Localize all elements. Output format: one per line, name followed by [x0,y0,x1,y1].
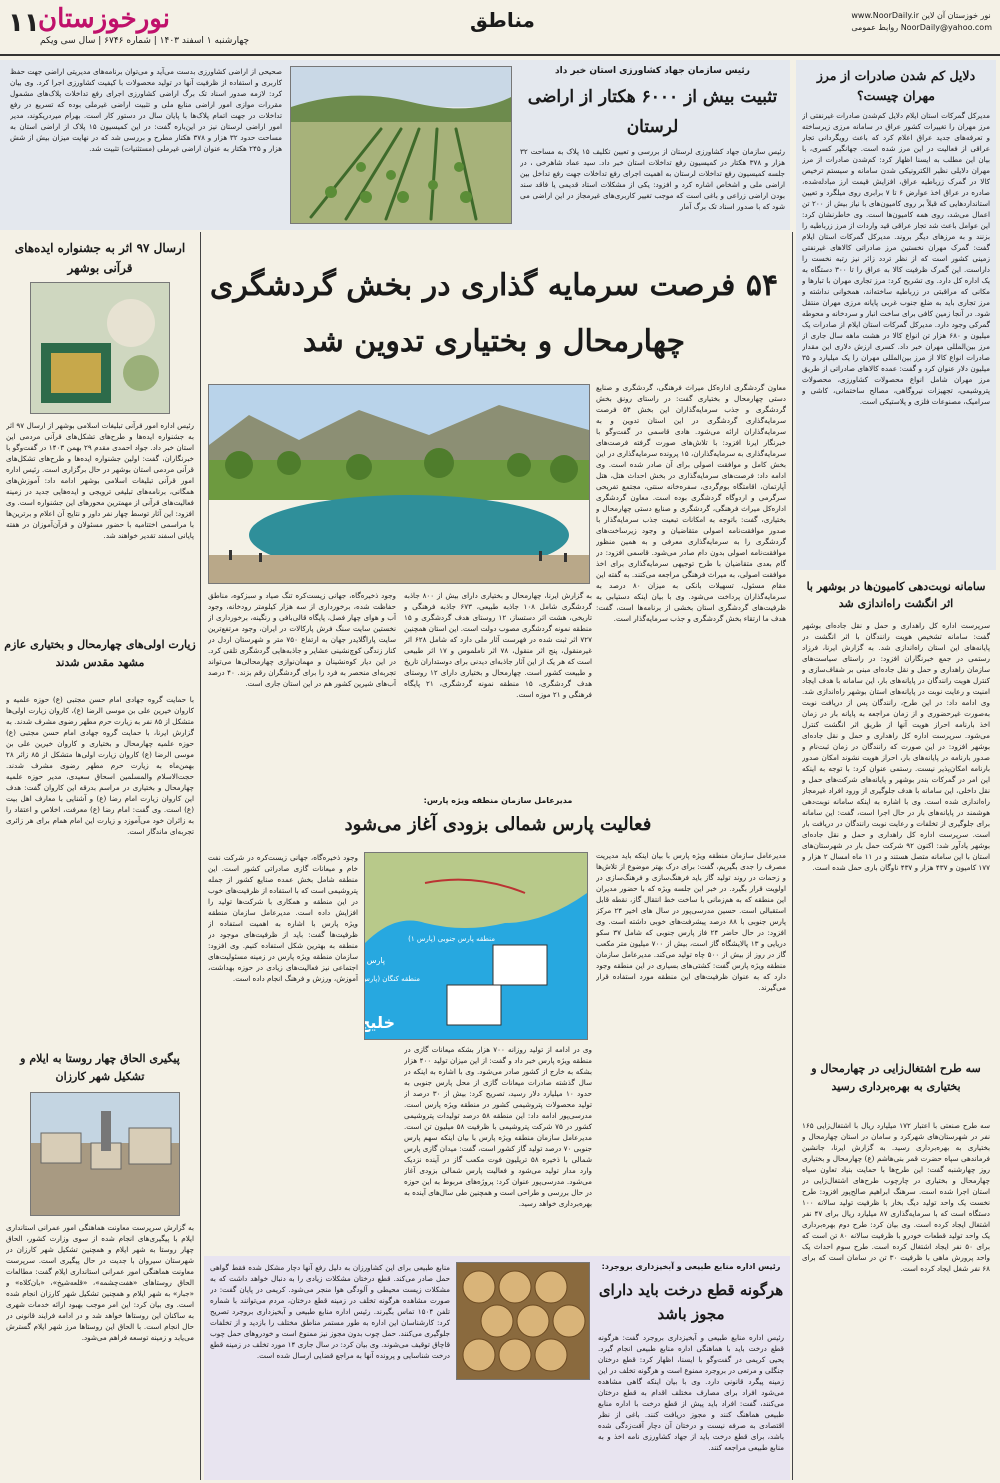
dateline: چهارشنبه ۱ اسفند ۱۴۰۳ | شماره ۶۷۴۶ | سال سی ویکم [40,36,250,46]
pars-story-kicker: مدیرعامل سازمان منطقه ویژه پارس: [423,796,573,805]
pars-story-body-right: مدیرعامل سازمان منطقه ویژه پارس با بیان اینکه باید مدیریت مصرف را جدی بگیریم، گفت: برای درک بهتر موضوع از تلاش‌ها و زحمات در روند تولید گاز باید فرهنگ‌سازی و فرهنگ‌سازی در اولویت قرار بگیرد. در خبر این جلسه ویژه که با حضور مدیران این منطقه که به هم‌زمانی با ساخت خط انتقال گاز، نقطه قابل استقبالی است. حسین مدرسی‌پور در سال های اخیر ۲۴ مرکز پارس جنوبی با ۸۸ درصد پیشرفت‌های خوبی داشته است. وی افزود: در حال حاضر ۲۴ فاز پارس جنوبی که شامل ۳۷ سکو دریایی و ۱۳ پالایشگاه گاز است، بیش از ۷۰۰ میلیون متر مکعب گاز در روز از بیش از ۵۰۰ چاه تولید می‌کند. مدیرعامل سازمان منطقه ویژه پارس گفت: کشتی‌های بسیاری در این منطقه وجود دارد که به عنوان ظرفیت‌های این منطقه مورد استفاده قرار می‌گیرند. [596,851,786,992]
main-story-body-center: به گزارش ایرنا، چهارمحال و بختیاری دارای بیش از ۸۰۰ جاذبه گردشگری شامل ۱۰۸ جاذبه طبیعی، ۶۷۳ جاذبه فرهنگی و تاریخی، هشت اثر دستساز، ۱۲ روستای هدف گردشگری و ۱۵ منطقه نمونه گردشگری مصوب دولت است. این استان همچنین ۷۲۷ اثر ثبت شده در فهرست آثار ملی دارد که شامل ۶۲۸ اثر غیرمنقول، پنج اثر منقول، ۷۸ اثر ناملموس و ۱۷ اثر طبیعی است که هر یک از این آثار جاذبه‌ای دیدنی برای دوستداران تاریخ و طبیعت کشور است. چهارمحال و بختیاری دارای ۱۲ روستای هدف گردشگری، ۱۵ منطقه نمونه گردشگری، ۲۱ پایگاه فرهنگی و ۲۱ موزه است. [404,591,592,699]
orchard-photo [290,66,512,224]
village-photo [30,1092,180,1216]
tree-story-body-left: منابع طبیعی برای این کشاورزان به دلیل رفع آنها دچار مشکل شده فقط گواهی حمل صادر می‌کند. قطع درختان مشکلات زیادی را به دنبال خواهد داشت که به مشکلات زیست محیطی و آلودگی هوا منجر می‌شود. کریمی در پایان گفت: در صورت مشاهده هرگونه تخلف در زمینه قطع درختان، مردم می‌توانند با شماره تلفن ۱۵۰۴ تماس بگیرند. رئیس اداره منابع طبیعی و آبخیزداری بروجرد تصریح کرد: کارشناسان این اداره به طور مستمر مناطق مختلف را بازدید و از تخلفات جلوگیری می‌کنند. حمل چوب بدون مجوز نیز ممنوع است و خودروهای حمل چوب قاچاق توقیف می‌شوند. وی بیان کرد: در سال جاری ۱۴ مورد تخلف در زمینه قطع درخت شناسایی و پرونده آنها به مراجع قضایی ارسال شده است. [210,1263,450,1360]
masthead-logo: نورخوزستان [38,4,170,34]
quran-story-headline: ارسال ۹۷ اثر به جشنواره ایده‌های قرآنی بوشهر [14,241,186,275]
pilgrims-story-headline: زیارت اولی‌های چهارمحال و بختیاری عازم مشهد مقدس شدند [4,638,196,669]
page-number: ۱۱ [8,8,40,38]
map-label-gulf: خلی [370,1013,395,1032]
site-url[interactable]: www.NoorDaily.ir نور خوزستان آن لاین [851,11,991,20]
tree-story-kicker: رئیس اداره منابع طبیعی و آبخیزداری بروجرد: [601,1262,781,1271]
logs-photo [456,1262,590,1380]
main-story-body-right: معاون گردشگری اداره‌کل میراث فرهنگی، گردشگری و صنایع دستی چهارمحال و بختیاری گفت: در راستای رونق بخش گردشگری و جذب سرمایه‌گذاران این بخش ۵۴ فرصت سرمایه‌گذاری گردشگری در این استان تدوین و به سرمایه‌گذاران ارائه می‌شود. هادی قاسمی در گفت‌وگو با خبرنگار ایرنا افزود: با تلاش‌های صورت گرفته فرصت‌های سرمایه‌گذاری به سرمایه‌گذاران، ۱۵ پرونده سرمایه‌گذاری در این بخش کامل و موافقت اصولی برای آن صادر شده است. وی ادامه داد: فرصت‌های سرمایه‌گذاری در بخش احداث هتل، هتل آپارتمان، اقامتگاه بوم‌گردی، سفره‌خانه سنتی، مجتمع تفریحی سرگرمی و اردوگاه گردشگری بوده است. معاون گردشگری اداره‌کل میراث فرهنگی، گردشگری و صنایع دستی چهارمحال و بختیاری، گفت: باتوجه به امکانات تبعیت جذب سرمایه‌گذار با صدور موافقت‌نامه اصولی متقاضیان و وجود زیرساخت‌های گردشگری را به سرمایه‌گذاری معرفی و به همین منظور موافقت‌نامه اصولی بدون دام صادر می‌شود. قاسمی افزود: در گام بعدی متقاضیان با طرح توجیهی سرمایه‌گذاری برای اخذ موافقت اصولی، به میراث فرهنگی مراجعه می‌کنند. به گفته این مقام مسئول، تسهیلات بانکی به میزان ۸۰ درصد به سرمایه‌گذاران پرداخت می‌شود. وی با بیان اینکه دستیابی به ظرفیت‌های گردشگری استان بخشی از برنامه‌ها است، گفت: هدف ما ارتقاء بخش گردشگری و جذب سرمایه‌گذار است. [596,383,786,623]
top-story-body-right: رئیس سازمان جهاد کشاورزی لرستان از بررسی و تعیین تکلیف ۱۵ پلاک به مساحت ۳۲ هزار و ۳۷۸ هکتار در کمیسیون رفع تداخلات استان خبر داد. سید عماد شاهرخی ، در جلسه کمیسیون رفع تداخلات لرستان به اهمیت اجرای رفع تداخلات جهت رفع تداخل بین اراضی ملی و اشخاص اشاره کرد و افزود: یکی از مشکلات استاد قدیمی یا فاقد سند بودن اراضی زراعی و باغی است که موجب تغییر کاربری‌های غیرمجاز در این اراضی می شود که با صدور اسناد تک برگ آمار [520,147,785,211]
border-story-body: مدیرکل گمرکات استان ایلام دلایل کم‌شدن صادرات غیرنفتی از مرز مهران را تغییرات کشور عراق در سامانه مرزی زیرساخته و تعرفه‌های جدید عراق اعلام کرد که باعث رویگردانی تجار عراقی از فعالیت در این مرز شده است. جهانگیر کسری، با بیان این مطلب به ایسنا اظهار کرد: کم‌شدن صادرات از مرز مهران دلایلی نظیر الکترونیکی شدن سامانه و سیستم ترخیص کالا در گمرک زرباطیه عراق، افزایش قیمت ارز مبادله‌شده، صادره در عراق اخذ عوارض ۶ تا ۷ برابری روی میلگرد و تعیین استانداردهایی که قبلاً بر روی کامیون‌های با نیاز بیش از ۲۰۰ تن اعمال می‌شد، روی همه کامیون‌ها است. وی خاطرنشان کرد: این عوامل باعث شد تجار عراقی قید واردات از مرز زرباطیه را بزنند و به مرزهای دیگر بروند. مدیرکل گمرکات استان ایلام گفت: گمرک مهران نخستین مرز صادراتی کالاهای غیرنفتی زمینی کشور است که از نظر تردد زائر نیز رتبه نخست را داراست. این گمرک ظرفیت کالا به عراق را تا ۳۰۰ دستگاه به یک اداره کل دارد. وی تشریح کرد: مرز تجاری مهران با تبارها و مکانی که مراقبتی در زرباطیه ساخته‌اند، همخوانی نداشته و مرز تجاری باید به ضلع جنوب غربی پایانه مرزی مهران منتقل شود. در آنجا زمین کافی برای ساخت انبار و سردخانه و محوطه گمرکی وجود دارد. مدیرکل گمرکات استان ایلام از صادرات یک میلیون و ۶۸۰ هزار تن انواع کالا در هشت ماهه سال جاری از مرز بین‌المللی مهران خبر داد. کسری ارزش دلاری این مقدار صادرات انواع کالا از مرز بین‌المللی مهران را یک میلیارد و ۳۵ میلیون دلار عنوان کرد و گفت: عمده کالاهای صادراتی از طریق مرز مهران شامل انواع محصولات کشاورزی، محصولات پتروشیمی، تجهیزات نیروگاهی، مصالح ساختمانی، کاشی و سرامیک، مصنوعات فلزی و پلاستیکی است. [802,111,990,406]
main-headline-line1: ۵۴ فرصت سرمایه‌ گذاری در بخش گردشگری [209,268,779,303]
top-story-headline: تثبیت بیش از ۶۰۰۰ هکتار از اراضی لرستان [527,87,778,137]
pars-map [364,852,588,1040]
site-info [851,10,992,34]
quran-photo [30,282,170,414]
map-label-north-pars: پارس [366,956,385,965]
site-email[interactable]: روابط عمومی NoorDaily@yahoo.com [851,23,992,32]
pars-story-headline: فعالیت پارس شمالی بزودی آغاز می‌شود [344,814,652,835]
jobs-story-body: سه طرح صنعتی با اعتبار ۱۷۲ میلیارد ریال با اشتغال‌زایی ۱۶۵ نفر در شهرستان‌های شهرکرد و سامان در استان چهارمحال و بختیاری به بهره‌برداری رسید. به گزارش ایرنا، جانشین فرماندهی سپاه حضرت قمر بنی‌هاشم (ع) چهارمحال و بختیاری روز چهارشنبه گفت: این طرح‌ها با حمایت بنیاد تعاون سپاه چهارمحال و بختیاری در چارچوب طرح‌های اشتغال‌زایی در استان اجرا شده است. سرهنگ ابراهیم صالح‌پور افزود: طرح نخست یک واحد تولید دیگ بخار با ظرفیت تولید سالانه ۱۰۰ دستگاه است که با سرمایه‌گذاری ۸۷ میلیارد ریال برای ۴۷ نفر اشتغال ایجاد کرده است. وی بیان کرد: طرح دوم بهره‌برداری یک واحد تولید قطعات خودرو با ظرفیت سالانه ۸۰ تن است که برای ۵۰ نفر ایجاد اشتغال کرده است. طرح سوم احداث یک واحد پرورش ماهی با ظرفیت ۳۰ تن در سامان است که برای ۶۸ نفر شغل ایجاد کرده است. [802,1121,990,1273]
top-story-body-left: صحیحی از اراضی کشاورزی بدست می‌آید و می‌توان برنامه‌های مدیریتی اراضی جهت حفظ کاربری و استفاده از ظرفیت آنها در تولید محصولات با کیفیت کشاورزی اجرا کرد. وی بیان کرد: لازمه صدور اسناد تک برگ اراضی کشاورزی اجرای رفع تداخلات پلاک‌های مشمول مقررات موازی امور اراضی منابع ملی و تثبیت اراضی غیرملی بوده که تسریع در رفع تداخلات در جهت اتمام پلاک‌ها با پایان سال در دستور کار است. بهرام میردریکوند، مدیر امور اراضی لرستان نیز در این‌باره گفت: در این کمیسیون ۱۵ پلاک از اراضی استان به مساحت حدود ۳۲ هزار و ۳۷۸ هکتار مطرح و بررسی شد که در نهایت میزان بیش از شش هزار و ۲۴۵ هکتار به عنوان اراضی غیرملی (مستثنیات) تثبیت شد. [10,67,282,153]
queue-story-headline: سامانه نوبت‌دهی کامیون‌ها در بوشهر با اثر انگشت راه‌اندازی شد [806,580,986,610]
main-story-body-left: وجود ذخیره‌گاه، جهانی زیست‌کره تنگ صیاد و سبزکوه، مناطق حفاظت شده، برخورداری از سه هزار کیلومتر رودخانه، وجود آب و هوای چهار فصل، پایگاه قالی‌بافی و رنگینه، برخورداری از نخستین سایت سنگ فرش پارکالات در ایران، وجود مرتفع‌ترین سایت پاراگلایدر جهان به ارتفاع ۷۵۰ متر و شهرستان اردل در کنار زندگی کوچ‌نشینی عشایر و جاذبه‌هایی گردشگری تلقی کرد. در این دیار کوه‌نشینان و مهمان‌نوازی چهارمحالی‌ها می‌تواند تجربه‌ای منحصر به فرد را برای گردشگران رقم بزند. ۴۰ درصد آب‌های شیرین کشور هم در این استان جاری است. [208,591,396,688]
pilgrims-story-body: با حمایت گروه جهادی امام حسن مجتبی (ع) حوزه علمیه و کاروان خیرین علی بن موسی الرضا (ع)، کاروان زیارت اولی‌ها متشکل از ۸۵ نفر به زیارت حرم مطهر رضوی مشرف شدند. به گزارش ایرنا، با حمایت گروه جهادی امام حسن مجتبی (ع) حوزه علمیه چهارمحال و بختیاری و کاروان خیرین علی بن موسی الرضا (ع) کاروان زیارت اولی‌ها متشکل از ۸۵ زائر ۲۸ بهمن‌ماه به زیارت حرم مطهر رضوی مشرف شدند. حجت‌الاسلام والمسلمین اسحاق سعیدی، مدیر حوزه علمیه چهارمحال و بختیاری در مراسم بدرقه این کاروان گفت: هدف این کاروان زیارت امام رضا (ع) و آشنایی با معارف اهل بیت (ع) است. وی گفت: امام رضا (ع) معرفت، اخلاص و اعتقاد را به زائران خود می‌آموزد و زیارت این امام همام برای هر زائری تجربه‌ای ماندگار است. [6,695,194,836]
village-story-body: به گزارش سرپرست معاونت هماهنگی امور عمرانی استانداری ایلام با پیگیری‌های انجام شده از سوی وزارت کشور، الحاق چهار روستا به شهر ایلام و همچنین تشکیل شهر کارزان در شهرستان سیروان با جدیت در حال پیگیری است. سرپرست معاونت هماهنگی امور عمرانی استانداری ایلام گفت: مطالعات الحاق روستاهای «هفت‌چشمه»، «قلعه‌شیخ»، «بان‌کلاه» و «جبار» به شهر ایلام و همچنین تشکیل شهر کارزان انجام شده است. وی بیان کرد: این امر موجب بهبود ارائه خدمات شهری به ساکنان این روستاها خواهد شد و در ادامه فرایند قانونی در حال انجام است. با الحاق این روستاها مرز شهر ایلام گسترش می‌یابد و زمینه توسعه فراهم می‌شود. [6,1223,194,1342]
main-headline-line2: چهارمحال و بختیاری تدوین شد [302,324,686,359]
tree-story-headline: هرگونه قطع درخت باید دارای مجوز باشد [598,1281,784,1323]
page-header [0,0,1000,56]
section-title: مناطق [470,8,535,32]
border-story-headline: دلایل کم شدن صادرات از مرز مهران چیست؟ [816,68,976,103]
column-rule-left [200,232,201,1480]
pars-story-body-center: وی در ادامه از تولید روزانه ۷۰۰ هزار بشکه میعانات گازی در منطقه ویژه پارس خبر داد و گفت: از این میزان تولید ۴۰۰ هزار بشکه به خارج از کشور صادر می‌شود. وی با اشاره به اینکه در سال گذشته صادرات میعانات گازی از محل پارس جنوبی به حدود ۱۰ میلیارد دلار رسید، تصریح کرد: بیش از ۳۰ درصد از تولید محصولات پتروشیمی کشور در منطقه ویژه پارس است. مدرسی‌پور ادامه داد: این منطقه ۵۸ درصد تولیدات پتروشیمی کشور در ۷۵ شرکت پتروشیمی با ظرفیت ۵۸ میلیون تن است. مدیرعامل سازمان منطقه ویژه پارس با بیان اینکه سهم پارس جنوبی ۷۰ درصد تولید گاز کشور است، گفت: میدان گازی پارس شمالی با ذخیره ۵۸ تریلیون فوت مکعب گاز در آینده نزدیک وارد مدار تولید می‌شود و فعالیت پارس شمالی بزودی آغاز می‌شود. مدرسی‌پور عنوان کرد: پروژه‌های مربوط به این حوزه در حال بررسی و طراحی است و همچنین طی سال‌های آینده به بهره‌برداری خواهد رسید. [404,1045,592,1208]
jobs-story-headline: سه طرح اشتغال‌زایی در چهارمحال و بختیاری به بهره‌برداری رسید [811,1062,981,1093]
queue-story-body: سرپرست اداره کل راهداری و حمل و نقل جاده‌ای بوشهر گفت: سامانه تشخیص هویت رانندگان با اثر انگشت در پایانه‌های این استان راه‌اندازی شد. به گزارش ایرنا، فرزاد رستمی در جمع خبرنگاران افزود: در راستای سیاست‌های سازمان راهداری و حمل و نقل جاده‌ای مبنی بر شفاف‌سازی و کنترل هویت رانندگان در پایانه‌های بار، این سامانه با هدف ایجاد امنیت و رعایت نوبت در پایانه‌های استان بوشهر راه‌اندازی شد. وی ادامه داد: در این طرح، رانندگان پس از دریافت نوبت به‌صورت غیرحضوری و از زمان مراجعه به پایانه بار در زمان اخذ بارنامه احراز هویت آنها از طریق اثر انگشت کنترل می‌شود. سرپرست اداره کل راهداری و حمل و نقل جاده‌ای بوشهر افزود: در این صورت که رانندگان در زمان ثبت‌نام و صدور بارنامه در پایانه‌های بار، احراز هویت نشوند امکان صدور بارنامه امکان‌پذیر نیست. رستمی عنوان کرد: با توجه به اینکه این امر در گمرکات بندر بوشهر و پایانه‌های شرکت‌های حمل و نقل داخلی، این سامانه با هدف جلوگیری از ورود افراد غیرمجاز راه‌اندازی شده است. وی با اشاره به اینکه سامانه نوبت‌دهی هوشمند در پایانه‌های بار در حال اجرا است، گفت: این سامانه برای جلوگیری از تخلفات و رعایت نوبت رانندگان در دریافت بار است. سرپرست اداره کل راهداری و حمل و نقل جاده‌ای بوشهر یادآور شد: اکنون ۹۲ شرکت حمل بار در شهرستان‌های استان با این سامانه متصل هستند و در ۱۱ ماه امسال ۲ هزار و ۱۷۷ کامیون و ۴۳۷ هزار و ۴۳۷ ناوگان باری حمل شده است. [802,621,990,872]
column-rule [792,232,793,1480]
quran-story-body: رئیس اداره امور قرآنی تبلیغات اسلامی بوشهر از ارسال ۹۷ اثر به جشنواره ایده‌ها و طرح‌های تشکل‌های قرآنی مردمی این استان خبر داد. جواد احمدی مقدم ۲۹ بهمن ۱۴۰۳ در گفت‌وگو با خبرنگاران، گفت: اولین جشنواره ایده‌ها و طرح‌های تشکل‌های قرآنی مردمی استان بوشهر در حال برگزاری است. رئیس اداره امور قرآنی تبلیغات اسلامی بوشهر ادامه داد: آموزش‌های همگانی، برنامه‌های تبلیغی ترویجی و ایده‌هایی جدید در زمینه فعالیت‌های قرآنی از مهمترین محورهای این جشنواره است. وی افزود: این آثار توسط چهار نفر داور و نتایج آن اعلام و برترین‌ها با مراسمی اختتامیه با حضور مسئولان و قرآن‌آموزان در هفته پایانی اسفند تقدیر خواهند شد. [6,421,194,540]
pars-story-body-left: وجود ذخیره‌گاه، جهانی زیست‌کره در شرکت نفت خام و میعانات گازی صادراتی کشور است. این منطقه شامل بخش عمده صنایع کشور از جمله پتروشیمی است که با استفاده از ظرفیت‌های خوب در این منطقه و همکاری با شرکت‌ها تولید را افزایش داده است. مدیرعامل سازمان منطقه ویژه پارس با اشاره به اهمیت استفاده از ظرفیت‌ها گفت: باید از ظرفیت‌های موجود در منطقه به بهترین شکل استفاده کنیم. وی افزود: سازمان منطقه ویژه پارس در زمینه مسئولیت‌های اجتماعی نیز فعالیت‌های زیادی در حوزه بهداشت، آموزش، ورزش و فرهنگ انجام داده است. [208,853,358,983]
lake-photo [208,384,590,584]
top-story-kicker: رئیس سازمان جهاد کشاورزی استان خبر داد [555,66,750,76]
tree-story-body-right: رئیس اداره منابع طبیعی و آبخیزداری بروجرد گفت: هرگونه قطع درخت باید با هماهنگی اداره منابع طبیعی انجام گیرد. یحیی کریمی در گفت‌وگو با ایسنا، اظهار کرد: قطع درختان جنگلی و مرتعی در بروجرد ممنوع است و هرگونه تخلف در این زمینه پیگرد قانونی دارد. وی با بیان اینکه گاهی مشاهده می‌شود افراد برای مصارف مختلف اقدام به قطع درختان می‌کنند، گفت: افراد باید پیش از قطع درخت با اداره منابع طبیعی هماهنگ کنند و مجوز دریافت کنند. باغی از نظر اقتصادی به صرفه نیست و درختان آن دچار آفت‌زدگی شده باشد، برای قطع درخت باید از جهاد کشاورزی نامه اخذ و به منابع طبیعی مراجعه کنند. [598,1333,784,1452]
map-label-kangan: منطقه کنگان (پارس [365,975,420,983]
map-label-south-pars: منطقه پارس جنوبی (پارس ۱) [408,935,495,943]
village-story-headline: پیگیری الحاق چهار روستا به ایلام و تشکیل شهر کارزان [20,1052,180,1083]
